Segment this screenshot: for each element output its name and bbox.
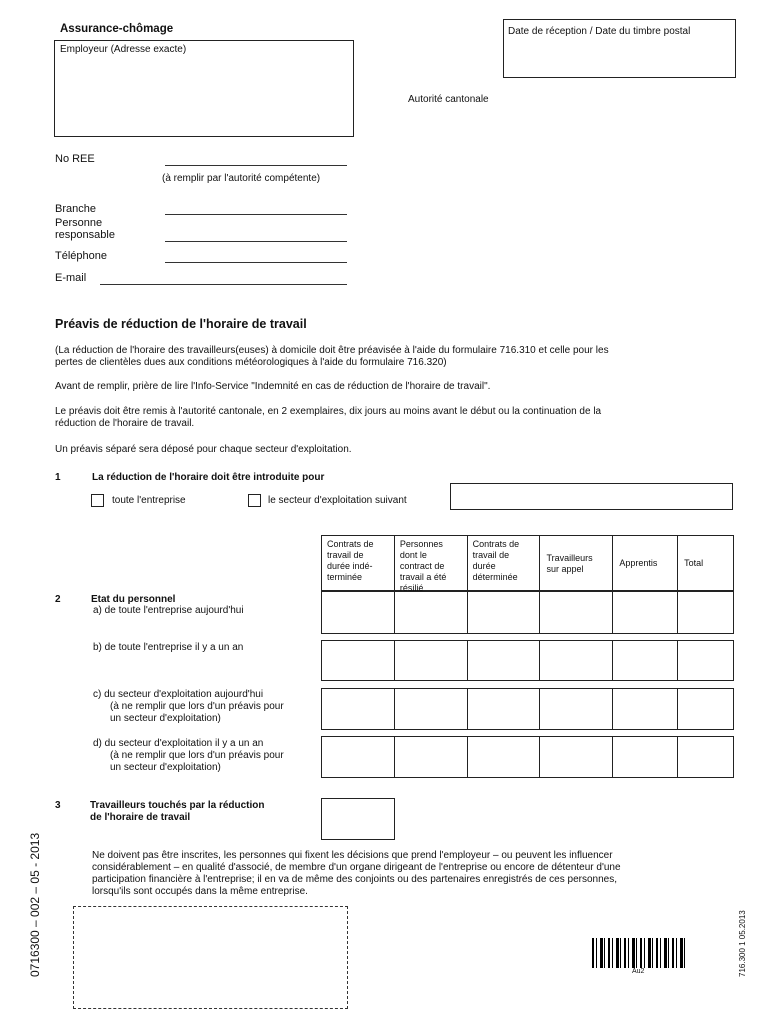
cell-input[interactable]: [321, 688, 395, 730]
col-header-apprentices: Apprentis: [612, 535, 678, 591]
reception-label: Date de réception / Date du timbre postal: [508, 26, 691, 37]
row-d-label-3: un secteur d'exploitation): [110, 762, 221, 773]
branche-field[interactable]: [165, 214, 347, 215]
personne-label-2: responsable: [55, 229, 115, 241]
sector-label: le secteur d'exploitation suivant: [268, 495, 407, 506]
row-c-label-3: un secteur d'exploitation): [110, 713, 221, 724]
cell-input[interactable]: [612, 640, 678, 681]
cell-input[interactable]: [467, 688, 541, 730]
q2-title: Etat du personnel: [91, 594, 176, 605]
intro-para2: Avant de remplir, prière de lire l'Info-Service "Indemnité en cas de réduction de l'horaire de travail".: [55, 381, 491, 392]
cell-input[interactable]: [394, 736, 468, 778]
cell-input[interactable]: [677, 640, 734, 681]
intro-para3-line2: réduction de l'horaire de travail.: [55, 418, 195, 429]
cell-input[interactable]: [612, 736, 678, 778]
branche-label: Branche: [55, 203, 96, 215]
barcode: [592, 938, 688, 968]
personne-label-1: Personne: [55, 217, 103, 229]
cell-input[interactable]: [539, 640, 613, 681]
telephone-field[interactable]: [165, 262, 347, 263]
q3-note-1: Ne doivent pas être inscrites, les personnes qui fixent les décisions que prend l'employeur – ou peuvent les influencer: [92, 850, 613, 861]
q3-title-1: Travailleurs touchés par la réduction: [90, 800, 265, 811]
cell-input[interactable]: [394, 640, 468, 681]
col-header-fixed-term: Contrats de travail de durée déterminée: [467, 535, 541, 591]
q1-title: La réduction de l'horaire doit être introduite pour: [92, 472, 325, 483]
intro-para1-line1: (La réduction de l'horaire des travailleurs(euses) à domicile doit être préavisée à l'aide du formulaire 716.310 et celle pour les: [55, 345, 609, 356]
col-header-total: Total: [677, 535, 734, 591]
sector-name-field[interactable]: [450, 483, 733, 510]
whole-company-label: toute l'entreprise: [112, 495, 186, 506]
reception-date-box[interactable]: [503, 19, 736, 78]
col-header-on-call: Travailleurs sur appel: [539, 535, 613, 591]
cell-input[interactable]: [612, 688, 678, 730]
intro-para3-line1: Le préavis doit être remis à l'autorité cantonale, en 2 exemplaires, dix jours au moins avant le début ou la continuation de la: [55, 406, 602, 417]
stamp-area: [73, 906, 348, 1009]
cell-input[interactable]: [677, 688, 734, 730]
col-header-indefinite: Contrats de travail de durée indé- terminée: [321, 535, 395, 591]
table-row-d: [321, 736, 734, 778]
ree-hint: (à remplir par l'autorité compétente): [162, 173, 321, 184]
cell-input[interactable]: [467, 591, 541, 634]
row-d-label-1: d) du secteur d'exploitation il y a un an: [93, 738, 264, 749]
table-header-row: [321, 535, 734, 591]
q2-number: 2: [55, 594, 61, 605]
ree-field[interactable]: [165, 165, 347, 166]
side-code: 0716300 – 002 – 05 - 2013: [28, 832, 42, 977]
whole-company-checkbox[interactable]: [91, 494, 104, 507]
cell-input[interactable]: [539, 736, 613, 778]
intro-para1-line2: pertes de clientèles dues aux conditions météorologiques à l'aide du formulaire 716.320): [55, 357, 447, 368]
email-label: E-mail: [55, 272, 87, 284]
cell-input[interactable]: [677, 591, 734, 634]
cell-input[interactable]: [321, 736, 395, 778]
row-c-label-1: c) du secteur d'exploitation aujourd'hui: [93, 689, 264, 700]
cell-input[interactable]: [321, 640, 395, 681]
cell-input[interactable]: [394, 591, 468, 634]
table-row-a: [321, 591, 734, 634]
row-c-label-2: (à ne remplir que lors d'un préavis pour: [110, 701, 284, 712]
q3-note-2: considérablement – en qualité d'associé, de membre d'un organe dirigeant de l'entreprise ou encore de détenteur d'une: [92, 862, 621, 873]
authority-label: Autorité cantonale: [408, 94, 489, 105]
form-code: 716.300 1 05.2013: [738, 910, 747, 977]
employer-label: Employeur (Adresse exacte): [60, 44, 187, 55]
ree-label: No REE: [55, 153, 95, 165]
sector-checkbox[interactable]: [248, 494, 261, 507]
email-field[interactable]: [100, 284, 347, 285]
cell-input[interactable]: [539, 688, 613, 730]
cell-input[interactable]: [539, 591, 613, 634]
intro-para4: Un préavis séparé sera déposé pour chaque secteur d'exploitation.: [55, 444, 352, 455]
q3-title-2: de l'horaire de travail: [90, 812, 191, 823]
table-row-b: [321, 640, 734, 681]
q1-number: 1: [55, 472, 61, 483]
row-a-label: a) de toute l'entreprise aujourd'hui: [93, 605, 244, 616]
telephone-label: Téléphone: [55, 250, 107, 262]
cell-input[interactable]: [467, 640, 541, 681]
section-title: Préavis de réduction de l'horaire de travail: [55, 317, 307, 331]
row-b-label: b) de toute l'entreprise il y a un an: [93, 642, 244, 653]
cell-input[interactable]: [677, 736, 734, 778]
cell-input[interactable]: [321, 591, 395, 634]
affected-workers-field[interactable]: [321, 798, 395, 840]
col-header-terminated: Personnes dont le contract de travail a été résilié: [394, 535, 468, 591]
employer-address-box[interactable]: [54, 40, 354, 137]
cell-input[interactable]: [394, 688, 468, 730]
q3-number: 3: [55, 800, 61, 811]
q3-note-3: participation financière à l'entreprise; il en va de même des conjoints ou des partenaires enregistrés de ces personnes,: [92, 874, 617, 885]
personne-field[interactable]: [165, 241, 347, 242]
row-d-label-2: (à ne remplir que lors d'un préavis pour: [110, 750, 284, 761]
table-row-c: [321, 688, 734, 730]
q3-note-4: lorsqu'ils sont occupés dans la même entreprise.: [92, 886, 308, 897]
barcode-label: Au2: [632, 968, 645, 975]
cell-input[interactable]: [467, 736, 541, 778]
cell-input[interactable]: [612, 591, 678, 634]
form-title: Assurance-chômage: [60, 23, 174, 35]
